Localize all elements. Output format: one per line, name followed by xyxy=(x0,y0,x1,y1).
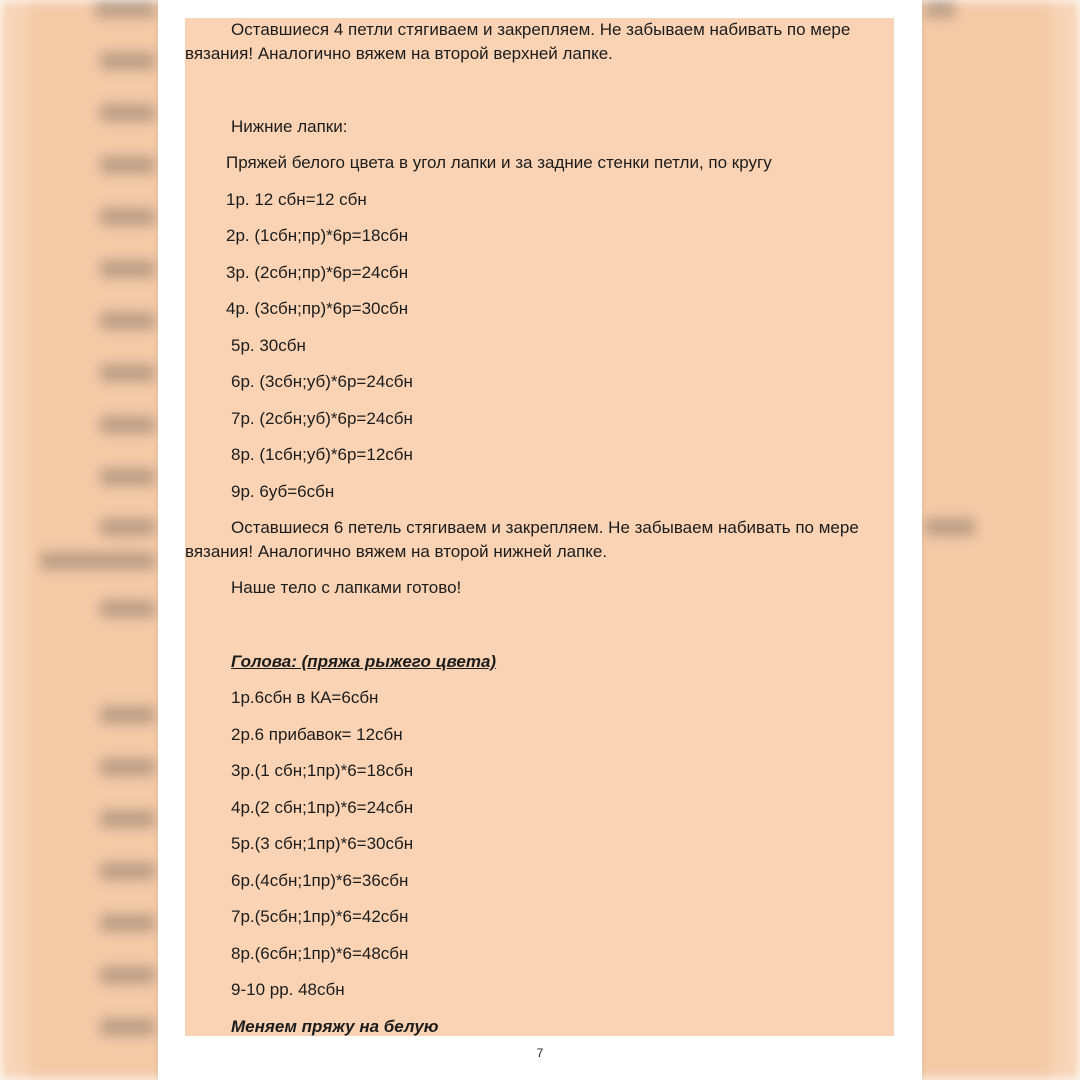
lower-paws-closing: Оставшиеся 6 петель стягиваем и закрепляем. Не забываем набивать по мере вязания! Аналогично вяжем на второй нижней лапке. xyxy=(185,518,859,561)
lower-paws-row: 2р. (1сбн;пр)*6р=18сбн xyxy=(226,226,409,245)
head-row: 1р.6сбн в КА=6сбн xyxy=(231,688,379,707)
lower-paws-row: 3р. (2сбн;пр)*6р=24сбн xyxy=(226,263,409,282)
head-section-heading: Голова: (пряжа рыжего цвета) xyxy=(231,652,497,671)
lower-paws-row: 5р. 30сбн xyxy=(231,336,306,355)
blurred-text-line xyxy=(100,914,155,932)
blurred-text-line xyxy=(100,364,155,382)
page-content-area xyxy=(185,18,894,1036)
lower-paws-row: 6р. (3сбн;уб)*6р=24сбн xyxy=(231,372,413,391)
blurred-text-line xyxy=(100,810,155,828)
blurred-text-line xyxy=(925,518,975,536)
blurred-text-line xyxy=(100,312,155,330)
blurred-text-line xyxy=(40,552,155,570)
blurred-text-line xyxy=(100,156,155,174)
head-row: 5р.(3 сбн;1пр)*6=30сбн xyxy=(231,834,414,853)
blurred-text-line xyxy=(100,966,155,984)
page-number: 7 xyxy=(536,1046,544,1060)
lower-paws-row: 9р. 6уб=6сбн xyxy=(231,482,335,501)
blurred-text-line xyxy=(100,208,155,226)
lower-paws-row: 1р. 12 сбн=12 сбн xyxy=(226,190,367,209)
lower-paws-title: Нижние лапки: xyxy=(231,117,348,136)
lower-paws-instruction: Пряжей белого цвета в угол лапки и за задние стенки петли, по кругу xyxy=(226,153,772,172)
head-row: 3р.(1 сбн;1пр)*6=18сбн xyxy=(231,761,414,780)
blurred-text-line xyxy=(100,758,155,776)
lower-paws-row: 8р. (1сбн;уб)*6р=12сбн xyxy=(231,445,413,464)
head-row: 2р.6 прибавок= 12сбн xyxy=(231,725,403,744)
blurred-text-line xyxy=(100,600,155,618)
blurred-text-line xyxy=(100,518,155,536)
blurred-text-line xyxy=(100,260,155,278)
lower-paws-row: 4р. (3сбн;пр)*6р=30сбн xyxy=(226,299,409,318)
blurred-text-line xyxy=(100,52,155,70)
blurred-text-line xyxy=(95,0,155,18)
intro-paragraph: Оставшиеся 4 петли стягиваем и закрепляем. Не забываем набивать по мере вязания! Аналогично вяжем на второй верхней лапке. xyxy=(185,20,851,63)
blurred-text-line xyxy=(100,468,155,486)
body-done-text: Наше тело с лапками готово! xyxy=(231,578,462,597)
lower-paws-row: 7р. (2сбн;уб)*6р=24сбн xyxy=(231,409,413,428)
head-row: 8р.(6сбн;1пр)*6=48сбн xyxy=(231,944,409,963)
blurred-text-line xyxy=(100,1018,155,1036)
head-row: 4р.(2 сбн;1пр)*6=24сбн xyxy=(231,798,414,817)
change-yarn-note: Меняем пряжу на белую xyxy=(231,1017,439,1036)
head-row: 7р.(5сбн;1пр)*6=42сбн xyxy=(231,907,409,926)
head-row: 6р.(4сбн;1пр)*6=36сбн xyxy=(231,871,409,890)
blurred-text-line xyxy=(100,104,155,122)
blurred-text-line xyxy=(925,0,955,18)
head-row: 9-10 рр. 48сбн xyxy=(231,980,345,999)
blurred-text-line xyxy=(100,706,155,724)
blurred-text-line xyxy=(100,416,155,434)
document-page xyxy=(158,0,922,1080)
blurred-text-line xyxy=(100,862,155,880)
